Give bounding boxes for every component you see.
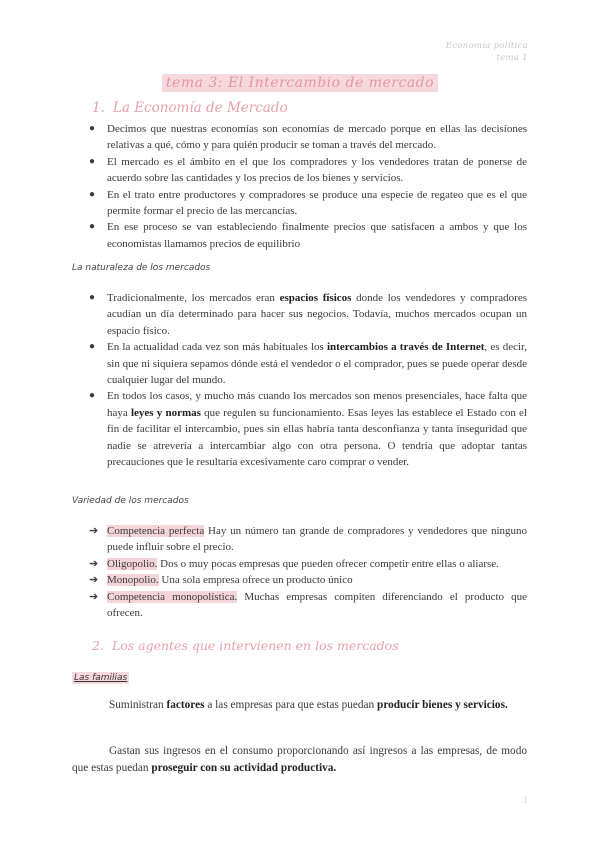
list-item-text: En todos los casos, y mucho más cuando los mercados son menos presenciales, hace falta que haya — [107, 390, 527, 419]
bold-term: intercambios a través de Internet — [326, 341, 485, 354]
list-item-text: , es decir, sin que ni siquiera sepamos dónde está el vendedor o el comprador, pues se puede operar desde cualquier lugar del mundo. — [107, 341, 527, 387]
title-wrapper — [0, 74, 600, 92]
familias-paragraph-1 — [72, 697, 527, 714]
section1-heading — [92, 100, 288, 116]
bullet-icon: ● — [89, 292, 96, 303]
naturaleza-heading: La naturaleza de los mercados — [72, 263, 211, 273]
list-item-text: En el trato entre productores y compradores se produce una especie de regateo que es el que permite formar el precio de las mercancías. — [107, 188, 527, 218]
section1-number: 1. — [92, 100, 105, 116]
bullet-icon: ● — [89, 390, 96, 402]
paragraph-text: Gastan sus ingresos en el consumo proporcionando así ingresos a las empresas, de modo que estas puedan — [72, 745, 527, 774]
list-item-text: Hay un número tan grande de compradores y vendedores que ninguno puede influir sobre el precio. — [107, 525, 528, 554]
list-item — [89, 523, 528, 556]
paragraph-text: a las empresas para que estas puedan — [204, 699, 378, 711]
highlighted-term: Oligopolio. — [107, 557, 158, 570]
list-item-text: Una sola empresa ofrece un producto único — [158, 574, 353, 587]
list-item-text: donde los vendedores y compradores acudían un día determinado para hacer sus negocios. Todavía, muchos mercados ocupan un espacio físico. — [107, 292, 527, 337]
bold-term: espacios físicos — [279, 292, 352, 304]
header-unit: tema 1 — [496, 53, 528, 63]
highlighted-term: Monopolio. — [107, 574, 159, 587]
list-item-text: que regulen su funcionamiento. Esas leyes las establece el Estado con el fin de facilitar el intercambio, pues sin ellas habría tanta desconfianza y tanta inseguridad que nadie se atrevería a intercambiar algo con otra persona. O tendría que adoptar tantas precauciones que le resultaría excesivamente caro comprar o vender. — [107, 406, 527, 469]
familias-heading: Las familias — [74, 673, 128, 683]
list-item — [89, 121, 527, 154]
list-item — [89, 589, 527, 622]
list-item-text: El mercado es el ámbito en el que los compradores y los vendedores tratan de ponerse de acuerdo sobre las cantidades y los precios de los bienes y servicios. — [107, 155, 527, 185]
arrow-right-icon: ➔ — [89, 525, 99, 537]
highlighted-term: Competencia monopolística. — [107, 590, 238, 603]
list-item-text: Decimos que nuestras economías son economías de mercado porque en ellas las decisiones relativas a qué, cómo y para quién producir se toman a través del mercado. — [107, 123, 527, 152]
arrow-right-icon: ➔ — [89, 574, 99, 587]
list-item — [89, 187, 527, 220]
arrow-right-icon: ➔ — [89, 557, 99, 570]
familias-paragraph-2 — [72, 743, 527, 777]
list-item — [89, 290, 527, 339]
list-item-text: En la actualidad cada vez son más habituales los — [107, 341, 327, 354]
arrow-right-icon: ➔ — [89, 590, 99, 603]
list-item — [89, 339, 527, 388]
bullet-icon: ● — [89, 221, 96, 233]
header-subject: Economía política — [445, 41, 528, 51]
list-item — [89, 154, 527, 187]
section1-bullet-list — [89, 121, 527, 252]
list-item — [89, 388, 527, 470]
list-item — [89, 572, 527, 588]
page-number: 1 — [522, 796, 528, 805]
variedad-heading: Variedad de los mercados — [72, 496, 189, 506]
section2-number: 2. — [92, 638, 104, 653]
bullet-icon: ● — [89, 341, 96, 353]
list-item — [89, 556, 527, 572]
bullet-icon: ● — [89, 188, 96, 200]
bullet-icon: ● — [89, 155, 96, 167]
bold-term: factores — [166, 699, 205, 711]
section2-heading-text: Los agentes que intervienen en los mercados — [111, 638, 399, 653]
variedad-arrow-list — [89, 523, 528, 621]
paragraph-text: Suministran — [109, 699, 167, 711]
section1-heading-text: La Economía de Mercado — [112, 100, 288, 116]
highlighted-term: Competencia perfecta — [107, 525, 205, 537]
list-item — [89, 219, 527, 252]
bold-term: producir bienes y servicios. — [377, 699, 508, 711]
section2-heading — [92, 638, 399, 653]
naturaleza-bullet-list — [89, 290, 527, 470]
list-item-text: Dos o muy pocas empresas que pueden ofrecer competir entre ellas o aliarse. — [157, 557, 499, 570]
list-item-text: En ese proceso se van estableciendo finalmente precios que satisfacen a ambos y que los economistas llamamos precios de equilibrio — [107, 221, 527, 250]
list-item-text: Tradicionalmente, los mercados eran — [107, 292, 280, 304]
bold-term: proseguir con su actividad productiva. — [151, 762, 337, 774]
page-title: tema 3: El Intercambio de mercado — [162, 74, 438, 92]
bullet-icon: ● — [89, 123, 96, 134]
list-item-text: Muchas empresas compiten diferenciando el producto que ofrecen. — [107, 590, 527, 620]
bold-term: leyes y normas — [130, 406, 201, 419]
